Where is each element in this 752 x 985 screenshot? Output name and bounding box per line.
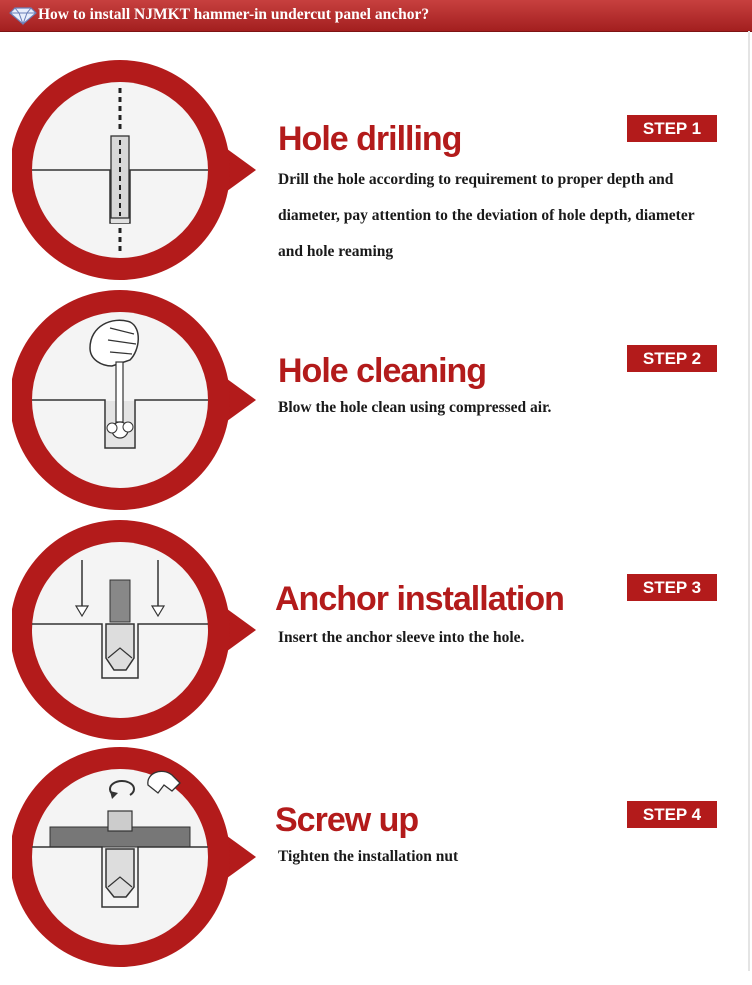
step-1-description: Drill the hole according to requirement to proper depth and diameter, pay attention to the deviation of hole depth, diameter and hole reaming [278, 171, 695, 260]
step-4-title: Screw up [275, 801, 419, 839]
step-1-illustration [12, 58, 276, 288]
step-3-description: Insert the anchor sleeve into the hole. [278, 629, 525, 646]
step-4 [0, 745, 752, 985]
step-3-illustration [12, 518, 276, 748]
step-4-badge: STEP 4 [627, 801, 717, 828]
page-header [0, 0, 752, 32]
step-3 [0, 518, 752, 758]
step-2-badge: STEP 2 [627, 345, 717, 372]
step-3-badge: STEP 3 [627, 574, 717, 601]
step-2 [0, 288, 752, 528]
step-3-title: Anchor installation [275, 580, 564, 618]
step-1-badge: STEP 1 [627, 115, 717, 142]
diamond-icon [6, 6, 40, 26]
step-2-title: Hole cleaning [278, 352, 487, 390]
step-2-description: Blow the hole clean using compressed air. [278, 399, 552, 416]
step-4-illustration [12, 745, 276, 975]
page-title: How to install NJMKT hammer-in undercut panel anchor? [38, 6, 430, 23]
step-4-description: Tighten the installation nut [278, 848, 459, 865]
step-1-title: Hole drilling [278, 120, 462, 158]
step-1 [0, 58, 752, 298]
step-2-illustration [12, 288, 276, 518]
